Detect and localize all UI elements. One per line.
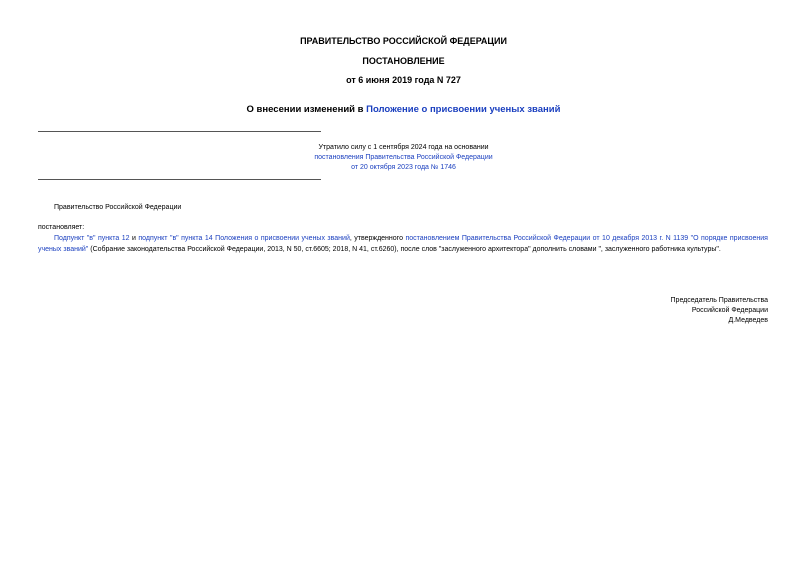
document-date-number: от 6 июня 2019 года N 727 bbox=[346, 75, 461, 85]
body-text-1: и bbox=[129, 235, 139, 242]
document-subject bbox=[0, 104, 807, 115]
preamble-government: Правительство Российской Федерации bbox=[54, 204, 182, 211]
signature-name: Д.Медведев bbox=[728, 317, 768, 324]
subject-link[interactable]: Положение о присвоении ученых званий bbox=[366, 104, 561, 115]
subject-prefix: О внесении изменений в bbox=[246, 104, 367, 115]
body-link-subpoint-12[interactable]: Подпункт "в" пункта 12 bbox=[54, 235, 130, 242]
body-text-4: (Собрание законодательства Российской Федерации, 2013, N 50, ст.6605; 2018, N 41, ст.6260), после слов "заслуженного архитектора" дополнить словами ", заслуженного работника культуры". bbox=[88, 246, 721, 253]
body-link-subpoint-14[interactable]: подпункт "в" пункта 14 bbox=[138, 235, 213, 242]
preamble-decrees: постановляет: bbox=[38, 224, 85, 231]
lost-force-line1: Утратило силу с 1 сентября 2024 года на основании bbox=[318, 144, 489, 151]
body-paragraph bbox=[38, 233, 768, 255]
body-link-regulation[interactable]: Положения о присвоении ученых званий bbox=[215, 235, 350, 242]
body-text-3: , утвержденного bbox=[349, 235, 406, 242]
government-heading: ПРАВИТЕЛЬСТВО РОССИЙСКОЙ ФЕДЕРАЦИИ bbox=[300, 36, 507, 46]
lost-force-decree-link[interactable]: постановления Правительства Российской Федерации bbox=[314, 154, 493, 161]
signature-title-2: Российской Федерации bbox=[691, 307, 768, 314]
document-type-heading: ПОСТАНОВЛЕНИЕ bbox=[362, 56, 445, 66]
lost-force-date-link[interactable]: от 20 октября 2023 года № 1746 bbox=[351, 164, 456, 171]
signature-title: Председатель Правительства bbox=[670, 297, 768, 304]
body-link-decree-1139[interactable]: постановлением Правительства Российской Федерации от 10 декабря 2013 г. N 1139 "О порядке присвоения ученых званий" bbox=[38, 235, 768, 253]
divider-top bbox=[38, 131, 321, 132]
divider-bottom bbox=[38, 179, 321, 180]
